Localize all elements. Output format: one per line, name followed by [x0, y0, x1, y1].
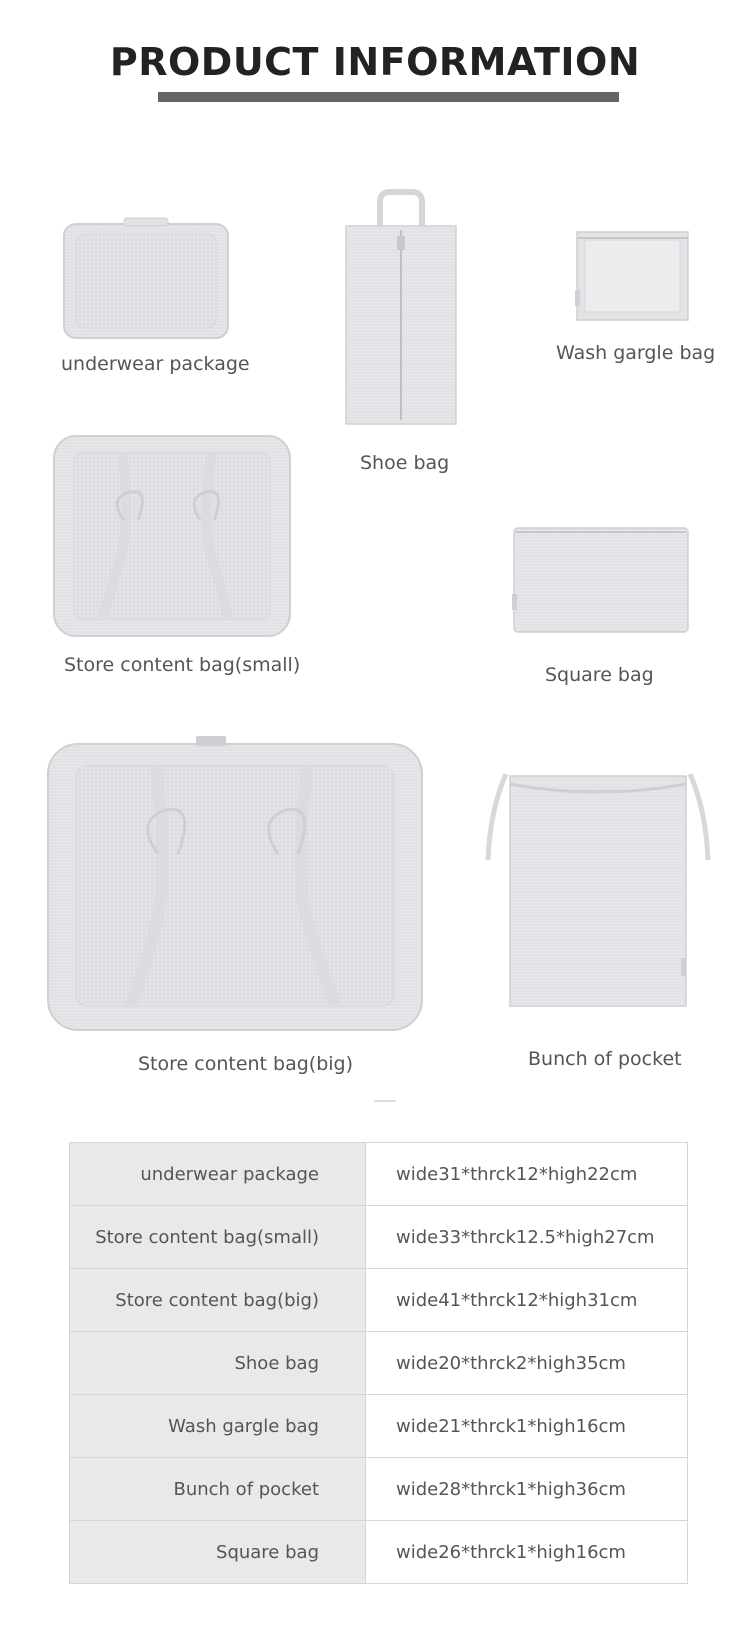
store-content-bag-big-image — [46, 736, 424, 1034]
title-underline — [158, 92, 619, 102]
bunch-of-pocket-image — [484, 770, 712, 1010]
spec-name: Bunch of pocket — [70, 1458, 366, 1521]
spec-size: wide21*thrck1*high16cm — [366, 1395, 688, 1458]
table-row — [70, 1269, 688, 1332]
spec-name: Shoe bag — [70, 1332, 366, 1395]
underwear-package-image — [62, 218, 230, 340]
spec-table — [69, 1142, 688, 1584]
bunch-of-pocket-caption: Bunch of pocket — [528, 1048, 682, 1070]
spec-size: wide26*thrck1*high16cm — [366, 1521, 688, 1584]
spec-size: wide33*thrck12.5*high27cm — [366, 1206, 688, 1269]
wash-gargle-bag-image — [575, 230, 690, 322]
spec-size: wide28*thrck1*high36cm — [366, 1458, 688, 1521]
store-content-bag-small-caption: Store content bag(small) — [64, 654, 301, 676]
shoe-bag-image — [342, 188, 460, 428]
spec-name: underwear package — [70, 1143, 366, 1206]
section-divider — [374, 1100, 396, 1102]
wash-gargle-bag-caption: Wash gargle bag — [556, 342, 716, 364]
spec-size: wide20*thrck2*high35cm — [366, 1332, 688, 1395]
store-content-bag-big-caption: Store content bag(big) — [138, 1053, 354, 1075]
table-row — [70, 1458, 688, 1521]
spec-name: Store content bag(small) — [70, 1206, 366, 1269]
spec-size: wide31*thrck12*high22cm — [366, 1143, 688, 1206]
page-title: PRODUCT INFORMATION — [109, 40, 641, 84]
store-content-bag-small-image — [52, 432, 292, 640]
table-row — [70, 1206, 688, 1269]
square-bag-caption: Square bag — [545, 664, 654, 686]
square-bag-image — [512, 524, 690, 636]
spec-name: Store content bag(big) — [70, 1269, 366, 1332]
shoe-bag-caption: Shoe bag — [360, 452, 450, 474]
spec-name: Square bag — [70, 1521, 366, 1584]
table-row — [70, 1332, 688, 1395]
table-row — [70, 1521, 688, 1584]
table-row — [70, 1143, 688, 1206]
underwear-package-caption: underwear package — [61, 353, 250, 375]
table-row — [70, 1395, 688, 1458]
spec-size: wide41*thrck12*high31cm — [366, 1269, 688, 1332]
spec-name: Wash gargle bag — [70, 1395, 366, 1458]
